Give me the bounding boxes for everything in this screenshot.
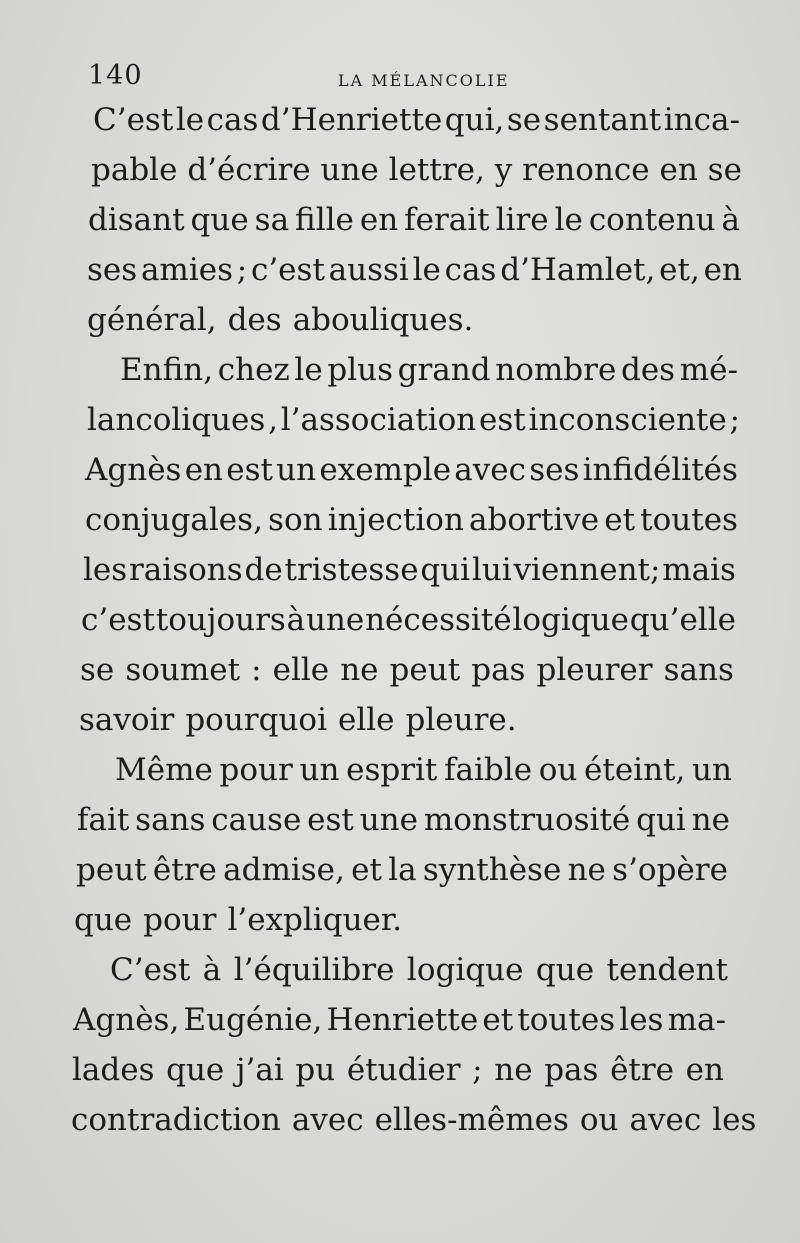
text-line: C’est le cas d’Henriette qui, se sentant inca- xyxy=(93,102,740,138)
text-line: savoir pourquoi elle pleure. xyxy=(79,702,517,738)
text-line: disant que sa fille en ferait lire le contenu à xyxy=(88,202,740,238)
page-header xyxy=(88,60,740,100)
text-line: pable d’écrire une lettre, y renonce en se xyxy=(91,152,742,188)
text-line: Agnès en est un exemple avec ses infidélités xyxy=(85,452,738,488)
text-line: lades que j’ai pu étudier ; ne pas être en xyxy=(72,1052,724,1088)
text-line: c’est toujours à une nécessité logique qu’elle xyxy=(81,602,736,638)
text-line: lancoliques , l’association est inconsciente ; xyxy=(87,402,740,438)
text-line: que pour l’expliquer. xyxy=(74,902,403,938)
text-line: Même pour un esprit faible ou éteint, un xyxy=(115,752,732,788)
text-line: Enfin, chez le plus grand nombre des mé- xyxy=(120,352,738,388)
text-line: conjugales, son injection abortive et toutes xyxy=(85,502,738,538)
running-title: LA MÉLANCOLIE xyxy=(338,71,510,90)
text-line: C’est à l’équilibre logique que tendent xyxy=(110,952,728,988)
text-line: se soumet : elle ne peut pas pleurer sans xyxy=(80,652,734,688)
text-line: les raisons de tristesse qui lui viennent; mais xyxy=(83,552,736,588)
text-line: général, des abouliques. xyxy=(87,302,474,338)
text-line: Agnès, Eugénie, Henriette et toutes les ma- xyxy=(73,1002,726,1038)
text-line: contradiction avec elles-mêmes ou avec les xyxy=(71,1102,757,1138)
page-number: 140 xyxy=(88,60,143,91)
text-line: fait sans cause est une monstruosité qui ne xyxy=(77,802,730,838)
text-line: ses amies ; c’est aussi le cas d’Hamlet, et, en xyxy=(87,252,742,288)
text-line: peut être admise, et la synthèse ne s’opère xyxy=(76,852,728,888)
